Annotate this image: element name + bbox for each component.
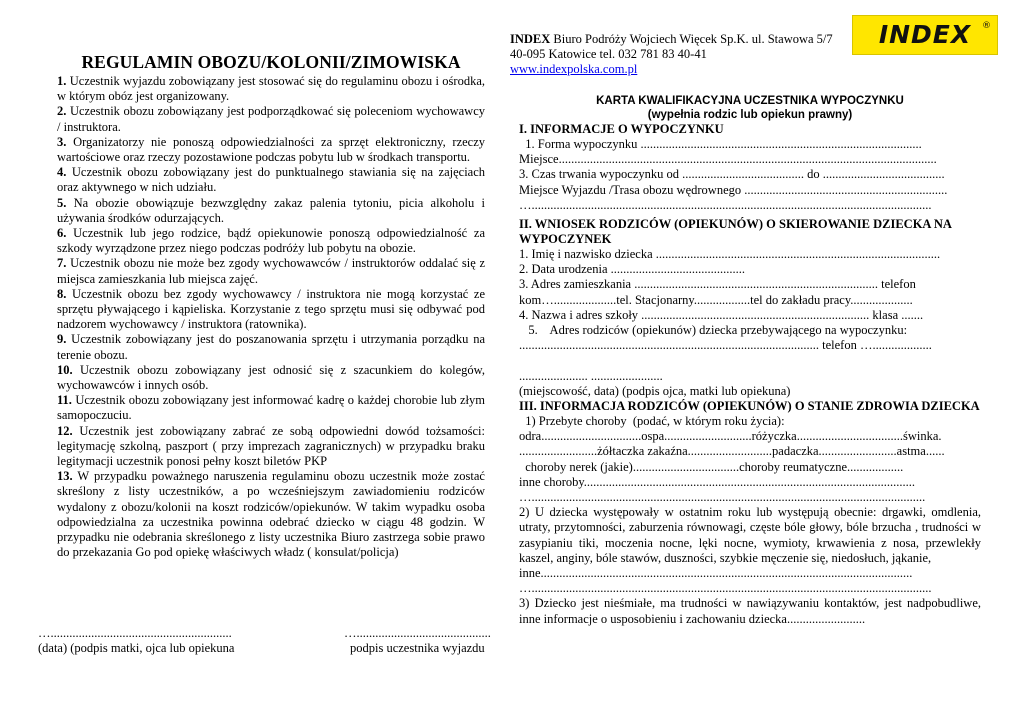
karta-subtitle: (wypełnia rodzic lub opiekun prawny) xyxy=(647,109,853,121)
company-website-link[interactable]: www.indexpolska.com.pl xyxy=(510,62,638,76)
rule-number: 5. xyxy=(57,195,67,210)
company-info xyxy=(510,32,850,77)
form-field-line[interactable]: 2. Data urodzenia ........................................... xyxy=(519,262,746,277)
form-field-line[interactable]: ….............................................................................................................................. xyxy=(519,490,926,505)
rule-item xyxy=(57,165,485,195)
form-field-line[interactable]: ...................... ....................... xyxy=(519,368,663,383)
form-field-line[interactable]: kom…....................tel. Stacjonarny..................tel do zakładu pracy.................... xyxy=(519,292,913,307)
form-field-line[interactable]: inne choroby.......................................................................................................... xyxy=(519,474,916,489)
form-field-line[interactable]: 5. Adres rodziców (opiekunów) dziecka przebywającego na wypoczynku: xyxy=(519,323,908,338)
rule-number: 7. xyxy=(57,256,67,271)
rule-item xyxy=(57,74,485,104)
form-field-line[interactable]: choroby nerek (jakie)..................................choroby reumatyczne.................. xyxy=(519,459,904,474)
form-field-line[interactable]: 3. Czas trwania wypoczynku od ....................................... do ....................................... xyxy=(519,167,945,182)
rule-item xyxy=(57,363,485,393)
rule-text: Organizatorzy nie ponoszą odpowiedzialności za sprzęt elektroniczny, rzeczy wartościowe oraz rzeczy pozostawione podczas pobytu lub w środkach transportu. xyxy=(57,134,486,165)
rule-text: Uczestnik obozu zobowiązany jest do punktualnego stawiania się na zajęciach oraz aktywnego w nich udziału. xyxy=(57,165,486,195)
form-field-line[interactable]: …................................................................................................................................ xyxy=(519,197,932,212)
rule-number: 9. xyxy=(57,332,67,347)
rule-item xyxy=(57,332,485,362)
rule-text: Uczestnik obozu zobowiązany jest informować kadrę o każdej chorobie lub złym samopoczuciu. xyxy=(57,393,485,423)
rule-text: Uczestnik obozu nie może bez zgody wychowawców / instruktorów oddalać się z miejsca zamieszkania lub miejsca zajęć. xyxy=(57,256,485,286)
rule-item xyxy=(57,424,485,470)
rule-text: Uczestnik wyjazdu zobowiązany jest stosować się do regulaminu obozu i ośrodka, w którym obóz jest organizowany. xyxy=(57,74,485,104)
rule-number: 12. xyxy=(57,423,73,438)
form-field-line[interactable]: 1. Imię i nazwisko dziecka ........................................................................................... xyxy=(519,247,941,262)
form-field-line[interactable]: ................................................................................................ telefon …................... xyxy=(519,338,932,353)
rule-text: Uczestnik obozu zobowiązany jest podporządkować się poleceniom wychowawcy / instruktora. xyxy=(57,104,485,134)
form-field-line[interactable]: 1) Przebyte choroby (podać, w którym roku życia): xyxy=(519,414,785,429)
rule-text: Uczestnik jest zobowiązany zabrać ze sobą odpowiedni dowód tożsamości: legitymację szkolną, paszport ( przy imprezach zagranicznych) w przypadku braku legitymacji uczestnik ponosi pełny koszt biletów PKP xyxy=(57,423,485,469)
form-field-line[interactable]: Miejsce Wyjazdu /Trasa obozu wędrownego ................................................................. xyxy=(519,182,948,197)
form-field-line[interactable]: (miejscowość, data) (podpis ojca, matki lub opiekuna) xyxy=(519,383,791,398)
rule-number: 3. xyxy=(57,134,67,149)
form-field-line[interactable] xyxy=(519,353,981,368)
rule-number: 11. xyxy=(57,393,72,408)
section-2-fields xyxy=(519,247,981,399)
karta-section xyxy=(519,94,981,627)
section-3-fields-2 xyxy=(519,566,981,596)
rule-item xyxy=(57,226,485,256)
company-address: Biuro Podróży Wojciech Więcek Sp.K. ul. Stawowa 5/7 xyxy=(550,32,833,46)
rule-text: Uczestnik lub jego rodzice, bądź opiekunowie ponoszą odpowiedzialność za szkody wyrządzone przez niego podczas podróży lub pobytu na obozie. xyxy=(57,226,486,256)
rule-item xyxy=(57,287,485,333)
rule-text: Uczestnik obozu zobowiązany jest odnosić się z szacunkiem do kolegów, wychowawców i innych osób. xyxy=(57,362,486,393)
section-1-title: I. INFORMACJE O WYPOCZYNKU xyxy=(519,122,724,136)
rules-list xyxy=(57,74,485,561)
rule-number: 8. xyxy=(57,286,67,301)
company-brand: INDEX xyxy=(510,32,551,46)
form-field-line[interactable]: 4. Nazwa i adres szkoły ......................................................................... klasa ....... xyxy=(519,307,924,322)
rule-number: 10. xyxy=(57,362,73,377)
registered-mark: ® xyxy=(982,21,991,31)
signature-participant-label: podpis uczestnika wyjazdu xyxy=(350,641,485,655)
signature-participant xyxy=(344,626,491,656)
company-line-1 xyxy=(510,32,850,47)
rule-text: Uczestnik obozu bez zgody wychowawcy / instruktora nie mogą korzystać ze sprzętu pływającego i kąpieliska. Korzystanie z tego sprzętu musi się odbywać pod nadzorem wychowawcy / instruktora (ratownika). xyxy=(57,286,486,332)
form-field-line[interactable]: Miejsce......................................................................................................................... xyxy=(519,152,937,167)
form-field-line[interactable]: 1. Forma wypoczynku .......................................................................................... xyxy=(519,137,922,151)
rule-item xyxy=(57,256,485,286)
signature-parent-label: (data) (podpis matki, ojca lub opiekuna xyxy=(38,641,235,655)
index-logo xyxy=(852,15,998,55)
rule-number: 4. xyxy=(57,165,67,180)
form-field-line[interactable]: inne....................................................................................................................... xyxy=(519,566,913,581)
regulamin-section xyxy=(57,52,485,561)
rule-number: 6. xyxy=(57,226,67,241)
form-field-line[interactable]: …................................................................................................................................ xyxy=(519,581,932,596)
rule-number: 13. xyxy=(57,469,73,484)
rule-item xyxy=(57,135,485,165)
section-3-question-2: 2) U dziecka występowały w ostatnim roku lub występują obecnie: drgawki, omdlenia, utraty, przytomności, zaburzenia równowagi, częste bóle głowy, bóle brzucha , trudności w zasypianiu tiki, moczenia nocne, lęki nocne, wymioty, krwawienia z nosa, przewlekły kaszel, anginy, bóle stawów, duszności, szybkie męczenie się, niedosłuch, jąkanie, xyxy=(519,505,981,565)
rule-number: 2. xyxy=(57,104,67,119)
signature-parent xyxy=(38,626,234,656)
karta-title: KARTA KWALIFIKACYJNA UCZESTNIKA WYPOCZYNKU xyxy=(596,95,904,107)
rule-text: Na obozie obowiązuje bezwzględny zakaz palenia tytoniu, picia alkoholu i używania środków odurzających. xyxy=(57,195,485,225)
section-3-title: III. INFORMACJA RODZICÓW (OPIEKUNÓW) O STANIE ZDROWIA DZIECKA xyxy=(519,399,980,414)
rule-text: W przypadku poważnego naruszenia regulaminu obozu uczestnik może zostać skreślony z listy uczestników, a po wcześniejszym zawiadomieniu rodziców wydalony z obozu/kolonii na koszt rodziców/opiekunów. W takim wypadku osoba odpowiedzialna za uczestnika powinna odebrać dziecko w ciągu 48 godzin. W przypadku nie odebrania skreślonego z listy uczestnika Biuro zastrzega sobie prawo do przekazania Go pod opiekę właściwych władz ( konsulat/policja) xyxy=(57,469,485,560)
logo-text: INDEX xyxy=(878,20,972,50)
company-line-2: 40-095 Katowice tel. 032 781 83 40-41 xyxy=(510,47,707,61)
rule-number: 1. xyxy=(57,74,67,88)
rule-item xyxy=(57,393,485,423)
signature-participant-dots: …........................................... xyxy=(344,626,491,640)
rule-text: Uczestnik zobowiązany jest do poszanowania sprzętu i utrzymania porządku na terenie obozu. xyxy=(57,332,485,362)
signature-area xyxy=(38,626,508,656)
form-field-line[interactable]: odra................................ospa............................różyczka..................................świnka. xyxy=(519,429,942,444)
rule-item xyxy=(57,104,485,134)
section-3-question-3: 3) Dziecko jest nieśmiałe, ma trudności w nawiązywaniu kontaktów, jest nadpobudliwe, inne informacje o usposobieniu i zachowaniu dziecka......................... xyxy=(519,596,981,626)
signature-parent-dots: ….......................................................... xyxy=(38,626,232,640)
rule-item xyxy=(57,196,485,226)
section-2-title: II. WNIOSEK RODZICÓW (OPIEKUNÓW) O SKIEROWANIE DZIECKA NA WYPOCZYNEK xyxy=(519,217,952,247)
regulamin-title: REGULAMIN OBOZU/KOLONII/ZIMOWISKA xyxy=(81,52,461,72)
form-field-line[interactable]: .........................żółtaczka zakaźna...........................padaczka.........................astma...... xyxy=(519,444,945,459)
section-3-fields xyxy=(519,414,981,505)
form-field-line[interactable]: 3. Adres zamieszkania .............................................................................. telefon xyxy=(519,277,916,292)
section-1-fields xyxy=(519,137,981,213)
rule-item xyxy=(57,469,485,560)
